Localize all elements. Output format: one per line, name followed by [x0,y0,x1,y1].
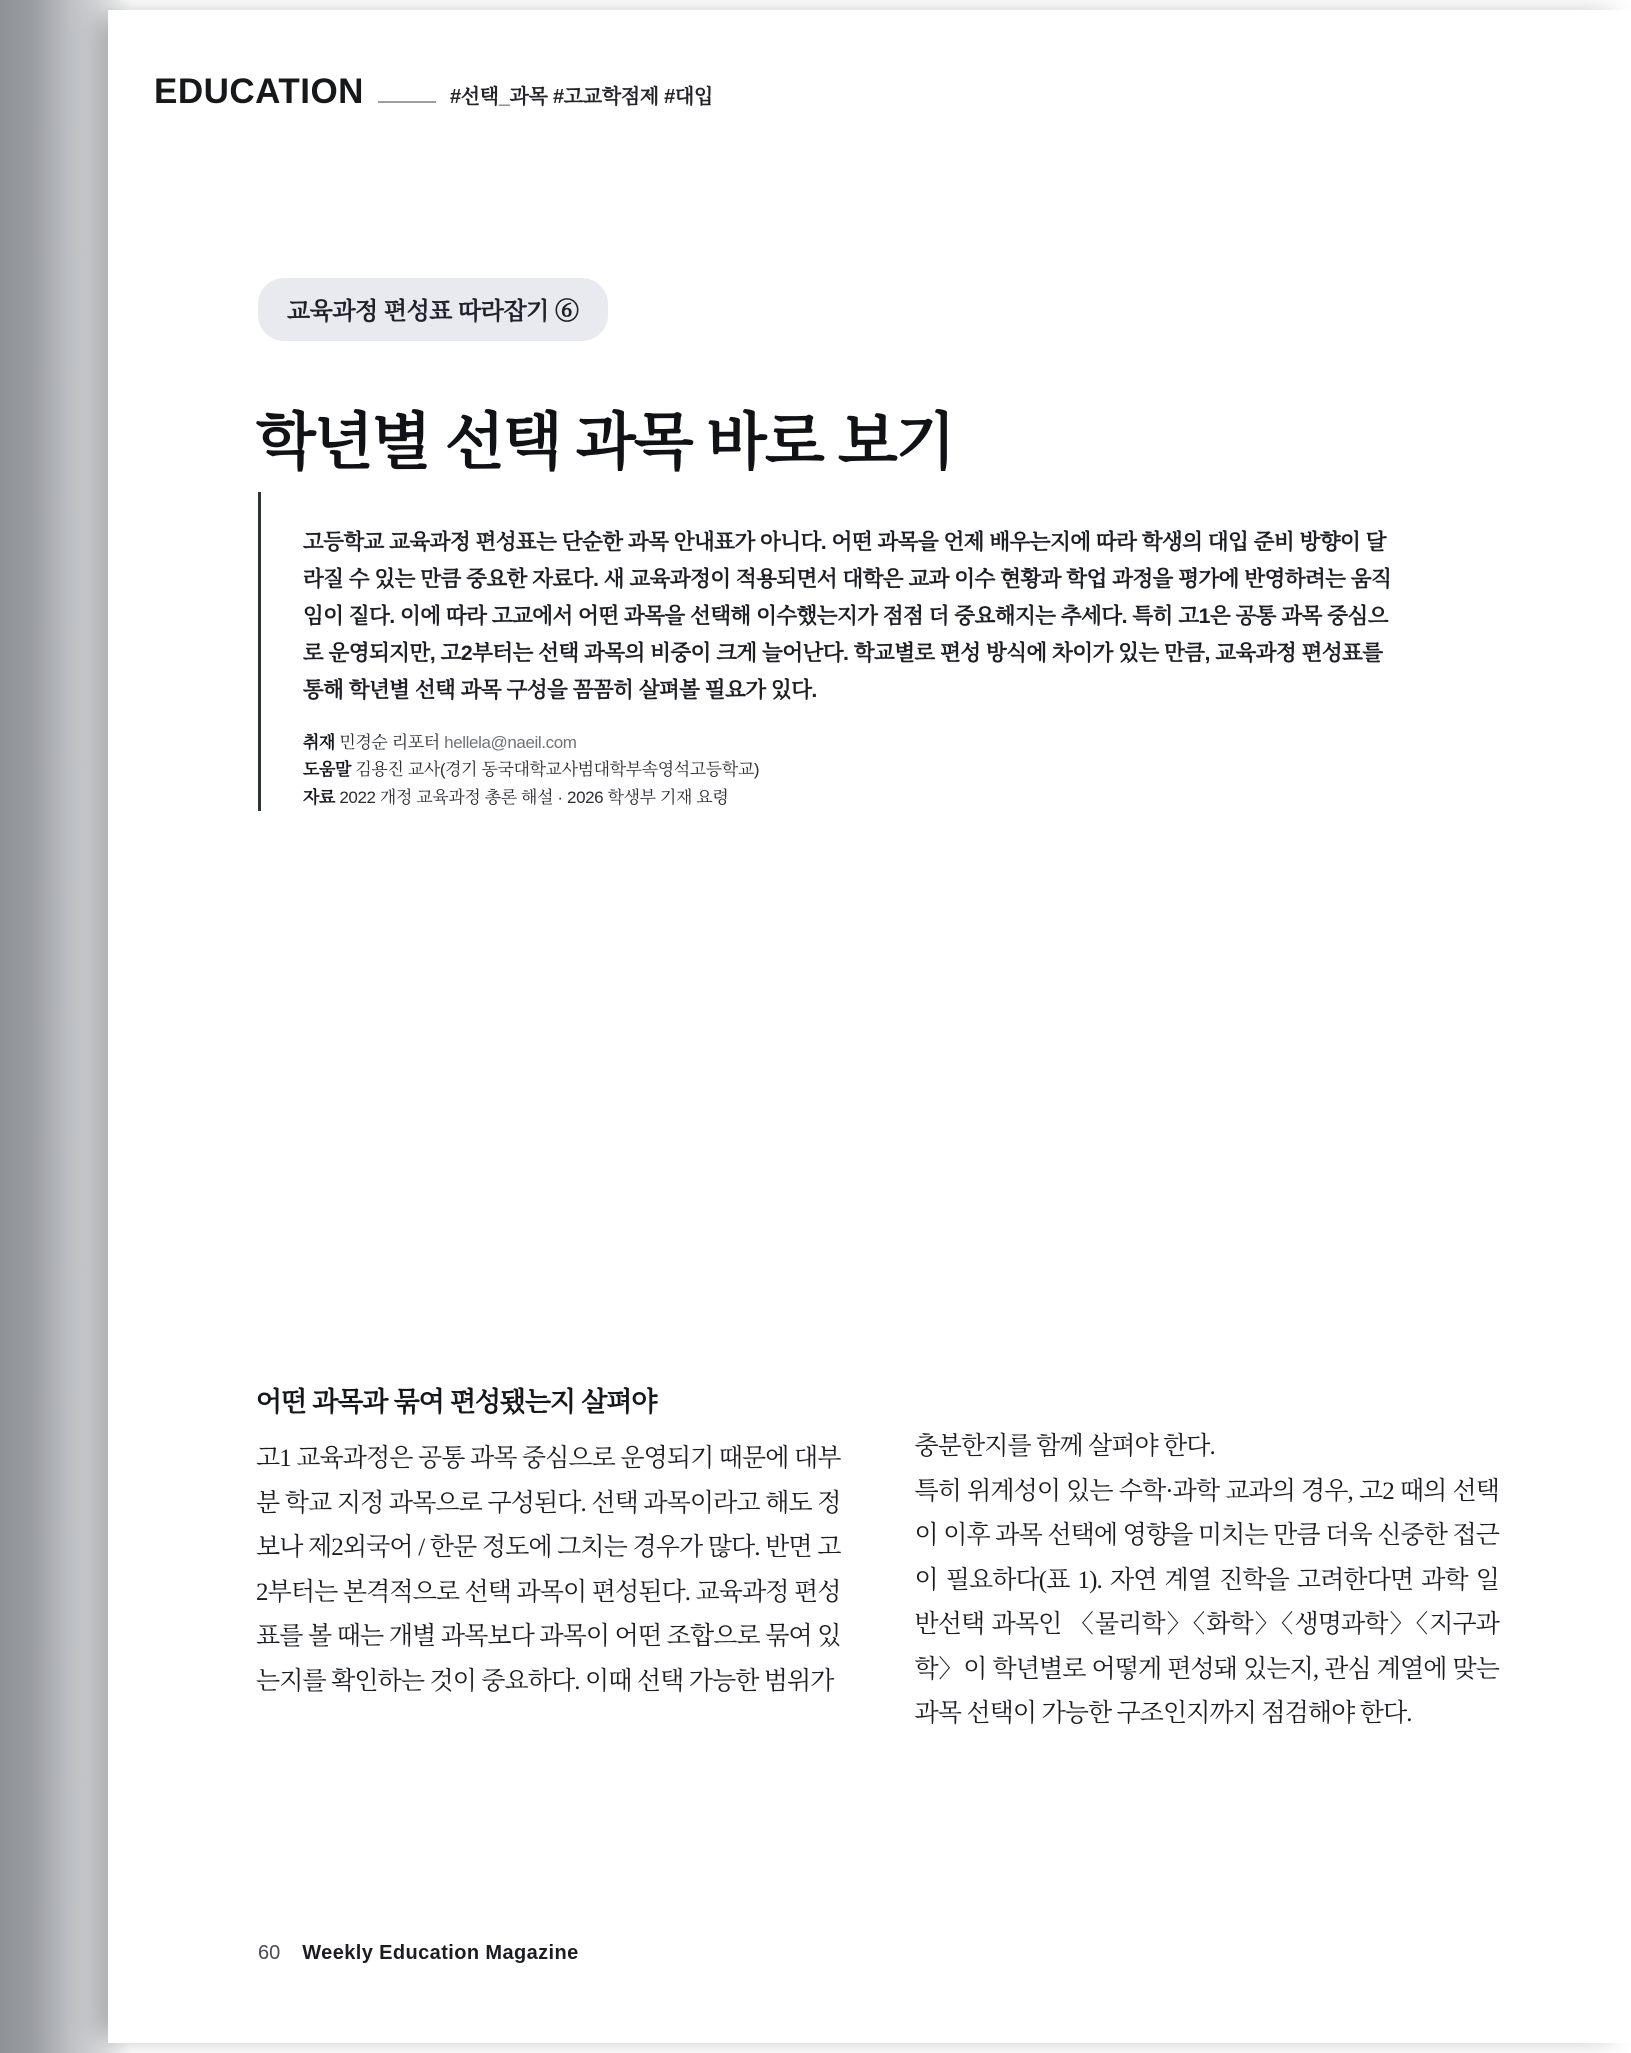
lead-paragraph: 고등학교 교육과정 편성표는 단순한 과목 안내표가 아니다. 어떤 과목을 언제 배우는지에 따라 학생의 대입 준비 방향이 달라질 수 있는 만큼 중요한 자료다. 새 교육과정이 적용되면서 대학은 교과 이수 현황과 학업 과정을 평가에 반영하려는 움직임이 짙다. 이에 따라 고교에서 어떤 과목을 선택해 이수했는지가 점점 더 중요해지는 추세다. 특히 고1은 공통 과목 중심으로 운영되지만, 고2부터는 선택 과목의 비중이 크게 늘어난다. 학교별로 편성 방식에 차이가 있는 만큼, 교육과정 편성표를 통해 학년별 선택 과목 구성을 꼼꼼히 살펴볼 필요가 있다. [303,530,1392,702]
credit-email: hellela@naeil.com [444,732,577,752]
column-spacer [915,1380,1500,1425]
lead-block [258,492,1398,811]
magazine-name: Weekly Education Magazine [302,1942,579,1964]
section-title: EDUCATION [154,72,364,111]
page-number: 60 [258,1942,281,1964]
credit-value: 김용진 교사(경기 동국대학교사범대학부속영석고등학교) [355,760,760,780]
credit-advisor [303,756,1398,784]
credits-block [303,729,1398,812]
credit-label: 도움말 [303,760,352,780]
column-left [256,1380,841,1737]
body-paragraph-right-2: 특히 위계성이 있는 수학·과학 교과의 경우, 고2 때의 선택이 이후 과목 선택에 영향을 미치는 만큼 더욱 신중한 접근이 필요하다(표 1). 자연 계열 진학을 고려한다면 과학 일반선택 과목인 〈물리학〉〈화학〉〈생명과학〉〈지구과학〉이 학년별로 어떻게 편성돼 있는지, 관심 계열에 맞는 과목 선택이 가능한 구조인지까지 점검해야 한다. [914,1477,1499,1727]
section-subhead: 어떤 과목과 묶여 편성됐는지 살펴야 [256,1387,657,1417]
series-badge: 교육과정 편성표 따라잡기 ⑥ [258,278,608,341]
credit-source [303,784,1398,812]
credit-reporter [303,729,1398,757]
credit-label: 자료 [303,787,336,807]
page-header [154,72,713,112]
header-divider [378,101,436,103]
column-right [915,1380,1500,1737]
page-title: 학년별 선택 과목 바로 보기 [256,407,954,477]
body-paragraph-right-1: 충분한지를 함께 살펴야 한다. [914,1433,1215,1460]
page-footer [258,1942,579,1965]
credit-label: 취재 [303,732,336,752]
body-paragraph-left: 고1 교육과정은 공통 과목 중심으로 운영되기 때문에 대부분 학교 지정 과목으로 구성된다. 선택 과목이라고 해도 정보나 제2외국어 / 한문 정도에 그치는 경우가 많다. 반면 고2부터는 본격적으로 선택 과목이 편성된다. 교육과정 편성표를 볼 때는 개별 과목보다 과목이 어떤 조합으로 묶여 있는지를 확인하는 것이 중요하다. 이때 선택 가능한 범위가 [256,1445,841,1695]
magazine-page [108,10,1631,2043]
header-tags: #선택_과목 #고교학점제 #대입 [449,86,713,108]
credit-value: 민경순 리포터 [339,732,440,752]
lead-accent-bar [258,492,261,811]
body-columns [256,1380,1499,1737]
credit-value: 2022 개정 교육과정 총론 해설 · 2026 학생부 기재 요령 [339,787,729,807]
